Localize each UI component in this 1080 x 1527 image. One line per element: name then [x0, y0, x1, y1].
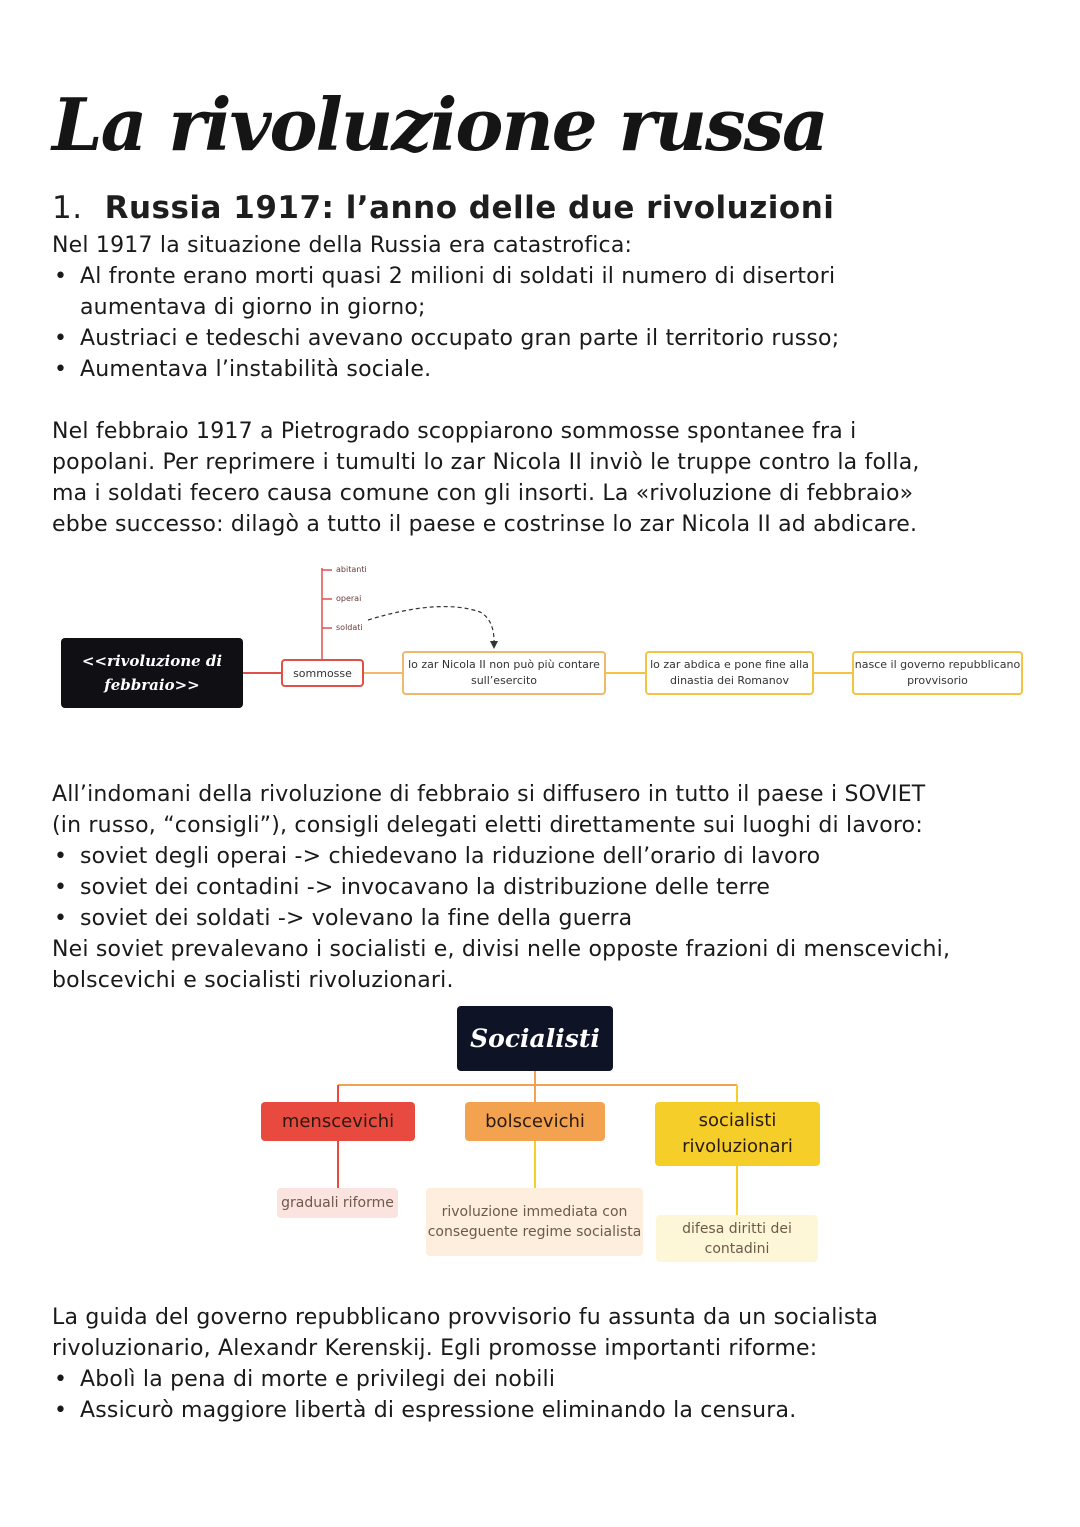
paragraph-line: Nel 1917 la situazione della Russia era catastrofica: — [52, 233, 633, 258]
paragraph-line: bolscevichi e socialisti rivoluzionari. — [52, 968, 454, 993]
bullet-list — [52, 841, 1052, 934]
paragraph-kerenskij — [52, 1302, 1052, 1426]
label-operai: operai — [336, 594, 362, 603]
label-abitanti: abitanti — [336, 565, 367, 574]
list-item: • Aumentava l’instabilità sociale. — [52, 354, 1052, 385]
list-item-text: Al fronte erano morti quasi 2 milioni di soldati il numero di disertori — [80, 264, 836, 289]
paragraph-february — [52, 416, 1052, 540]
section-number: 1. — [52, 190, 83, 226]
list-item-text: aumentava di giorno in giorno; — [80, 295, 426, 320]
node-bolscevichi: bolscevichi — [465, 1102, 605, 1141]
paragraph-line: ebbe successo: dilagò a tutto il paese e costrinse lo zar Nicola II ad abdicare. — [52, 512, 918, 537]
paragraph-line: All’indomani della rivoluzione di febbraio si diffusero in tutto il paese i SOVIET — [52, 782, 926, 807]
node-graduali-riforme: graduali riforme — [277, 1188, 398, 1218]
paragraph-line: La guida del governo repubblicano provvisorio fu assunta da un socialista — [52, 1305, 879, 1330]
node-governo-provvisorio: nasce il governo repubblicano provvisorio — [852, 651, 1023, 695]
paragraph-situation — [52, 230, 1052, 385]
page-title: La rivoluzione russa — [52, 82, 827, 167]
section-title: Russia 1917: l’anno delle due rivoluzioni — [104, 190, 835, 226]
list-item: • Austriaci e tedeschi avevano occupato gran parte il territorio russo; — [52, 323, 1052, 354]
paragraph-line: popolani. Per reprimere i tumulti lo zar Nicola II inviò le truppe contro la folla, — [52, 450, 920, 475]
label-soldati: soldati — [336, 623, 363, 632]
list-item: • Assicurò maggiore libertà di espressione eliminando la censura. — [52, 1395, 1052, 1426]
list-item: • soviet dei contadini -> invocavano la distribuzione delle terre — [52, 872, 1052, 903]
paragraph-line: ma i soldati fecero causa comune con gli insorti. La «rivoluzione di febbraio» — [52, 481, 914, 506]
paragraph-line: rivoluzionario, Alexandr Kerenskij. Egli promosse importanti riforme: — [52, 1336, 818, 1361]
dashed-arrow — [368, 607, 494, 645]
list-item: • soviet dei soldati -> volevano la fine della guerra — [52, 903, 1052, 934]
bullet-list — [52, 261, 1052, 385]
node-socialisti-rivoluzionari: socialisti rivoluzionari — [655, 1102, 820, 1166]
paragraph-line: Nel febbraio 1917 a Pietrogrado scoppiarono sommosse spontanee fra i — [52, 419, 857, 444]
node-rivoluzione-febbraio: <<rivoluzione di febbraio>> — [61, 638, 243, 708]
paragraph-soviet — [52, 779, 1052, 996]
section-heading — [52, 190, 834, 226]
node-diritti-contadini: difesa diritti dei contadini — [656, 1215, 818, 1262]
list-item: • soviet degli operai -> chiedevano la riduzione dell’orario di lavoro — [52, 841, 1052, 872]
paragraph-line: (in russo, “consigli”), consigli delegati eletti direttamente sui luoghi di lavoro: — [52, 813, 923, 838]
node-zar-esercito: lo zar Nicola II non può più contare sull’esercito — [402, 651, 606, 695]
node-menscevichi: menscevichi — [261, 1102, 415, 1141]
bullet-list — [52, 1364, 1052, 1426]
list-item — [52, 261, 1052, 323]
node-rivoluzione-immediata: rivoluzione immediata con conseguente regime socialista — [426, 1188, 643, 1256]
paragraph-line: Nei soviet prevalevano i socialisti e, divisi nelle opposte frazioni di menscevichi, — [52, 937, 951, 962]
node-socialisti: Socialisti — [457, 1006, 613, 1071]
list-item: • Abolì la pena di morte e privilegi dei nobili — [52, 1364, 1052, 1395]
arrow-head-icon — [490, 641, 498, 649]
node-zar-abdica: lo zar abdica e pone fine alla dinastia dei Romanov — [645, 651, 814, 695]
node-sommosse: sommosse — [281, 659, 364, 687]
